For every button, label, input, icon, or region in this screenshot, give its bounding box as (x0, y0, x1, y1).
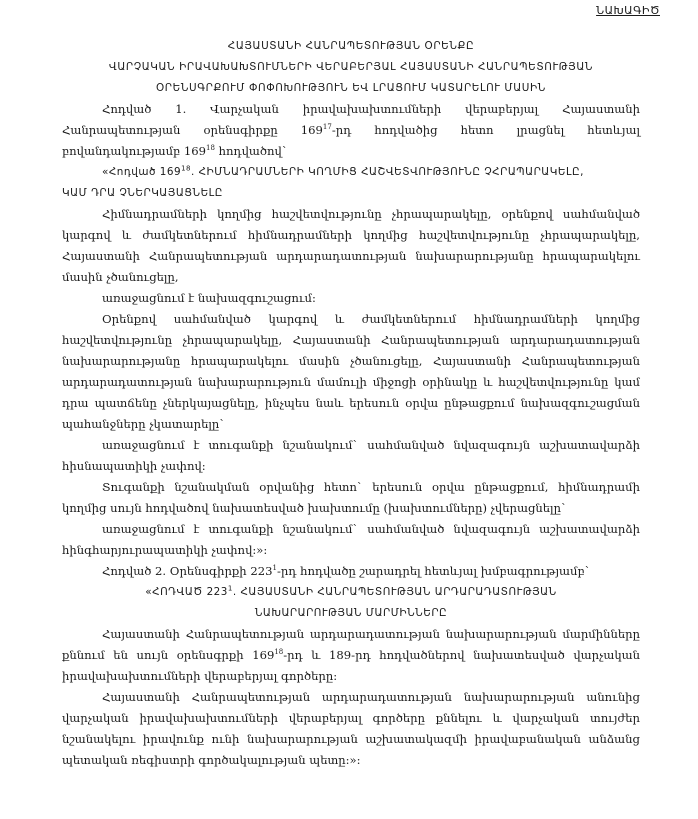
article-2-para-text-b: -րդ և 189-րդ հոդվածներով նախատեսված վարչական իրավախախտումների վերաբերյալ գործերը: (62, 648, 640, 683)
article-169-18-heading (62, 162, 640, 204)
heading-text-b: . ՀԱՅԱՍՏԱՆԻ ՀԱՆՐԱՊԵՏՈՒԹՅԱՆ ԱՐԴԱՐԱԴԱՏՈՒԹՅԱՆ (232, 586, 557, 598)
article-2-para-text-a: Հայաստանի Հանրապետության արդարադատության նախարարության մարմինները քննում են սույն օրենսգրքի 169 (62, 627, 640, 662)
article-1-paragraph: առաջացնում է տուգանքի նշանակում` սահմանված նվազագույն աշխատավարձի հիսնապատիկի չափով: (62, 438, 640, 473)
article-1-paragraph: Օրենքով սահմանված կարգով և ժամկետներում հիմնադրամների կողմից հաշվետվությունը չհրապարակելը, Հայաստանի Հանրապետության արդարադատության նախարարությանը հրապարակելու մասին չծանուցելը, Հայաստանի Հանրապետության արդարադատության նախարարություն մամուլի միջոցի օրինակը և հաշվետվությունը կամ դրա պատճենը չներկայացնելը, ինչպես նաև երեսուն օրվա ընթացքում նախազգուշացման պահանջները չկատարելը` (62, 312, 640, 431)
draft-label: ՆԱԽԱԳԻԾ (596, 4, 660, 17)
article-2-intro (62, 561, 640, 582)
heading-text-c: ԿԱՄ ԴՐԱ ՉՆԵՐԿԱՅԱՑՆԵԼԸ (62, 187, 223, 199)
article-2-intro-text-b: -րդ հոդվածը շարադրել հետևյալ խմբագրությամբ` (276, 564, 591, 578)
article-223-1-heading-line-2: ՆԱԽԱՐԱՐՈՒԹՅԱՆ ՄԱՐՄԻՆՆԵՐԸ (254, 607, 448, 619)
superscript: 1 (272, 564, 277, 573)
superscript: 18 (206, 144, 215, 153)
article-2-paragraph: Հայաստանի Հանրապետության արդարադատության նախարարության անունից վարչական իրավախախտումների վերաբերյալ գործերը քննելու և վարչական տույժեր նշանակելու իրավունք ունի նախարարության աշխատակազմի իրավաբանական անձանց պետական ռեգիստրի գործակալության պետը:»: (62, 690, 640, 767)
article-1-paragraph: առաջացնում է նախազգուշացում: (102, 291, 316, 305)
superscript: 1 (227, 584, 233, 593)
article-1-intro (62, 99, 640, 162)
article-223-1-heading (62, 582, 640, 603)
article-2-intro-text-a: Հոդված 2. Օրենսգիրքի 223 (102, 564, 273, 578)
superscript: 18 (181, 164, 192, 173)
article-2-paragraph (62, 624, 640, 687)
heading-text-a: «Հոդված 169 (102, 166, 182, 178)
heading-text-b: . ՀԻՄՆԱԴՐԱՄՆԵՐԻ ԿՈՂՄԻՑ ՀԱՇՎԵՏՎՈՒԹՅՈՒՆԸ ՉՀՐԱՊԱՐԱԿԵԼԸ, (191, 166, 584, 178)
superscript: 17 (322, 123, 332, 132)
article-1-intro-text-a: Հոդված 1. Վարչական իրավախախտումների վերաբերյալ Հայաստանի Հանրապետության օրենսգիրքը 169 (62, 102, 640, 137)
superscript: 18 (274, 648, 284, 657)
article-1-intro-text-b: -րդ հոդվածից հետո լրացնել հետևյալ բովանդակությամբ 169 (62, 123, 640, 158)
title-line-1: ՀԱՅԱՍՏԱՆԻ ՀԱՆՐԱՊԵՏՈՒԹՅԱՆ ՕՐԵՆՔԸ (227, 40, 475, 52)
heading-text-a: «ՀՈԴՎԱԾ 223 (145, 586, 228, 598)
title-line-3: ՕՐԵՆՍԳՐՔՈՒՄ ՓՈՓՈԽՈՒԹՅՈՒՆ ԵՎ ԼՐԱՑՈՒՄ ԿԱՏԱՐԵԼՈՒ ՄԱՍԻՆ (156, 82, 546, 94)
article-1-paragraph: Տուգանքի նշանակման օրվանից հետո` երեսուն օրվա ընթացքում, հիմնադրամի կողմից սույն հոդվածով նախատեսված խախտումը (խախտումները) չվերացնելը` (62, 480, 640, 515)
document-title (62, 36, 640, 99)
article-1-paragraph: Հիմնադրամների կողմից հաշվետվությունը չհրապարակելը, օրենքով սահմանված կարգով և ժամկետներում հիմնադրամների կողմից հաշվետվությունը չհրապարակելը, Հայաստանի Հանրապետության արդարադատության նախարարությանը հրապարակելու մասին չծանուցելը, (62, 207, 640, 284)
article-1-intro-text-c: հոդվածով՝ (214, 144, 287, 158)
article-1-paragraph: առաջացնում է տուգանքի նշանակում` սահմանված նվազագույն աշխատավարձի հինգհարյուրապատիկի չափով:»: (62, 522, 640, 557)
title-line-2: ՎԱՐՉԱԿԱՆ ԻՐԱՎԱԽԱԽՏՈՒՄՆԵՐԻ ՎԵՐԱԲԵՐՅԱԼ ՀԱՅԱՍՏԱՆԻ ՀԱՆՐԱՊԵՏՈՒԹՅԱՆ (108, 61, 594, 73)
